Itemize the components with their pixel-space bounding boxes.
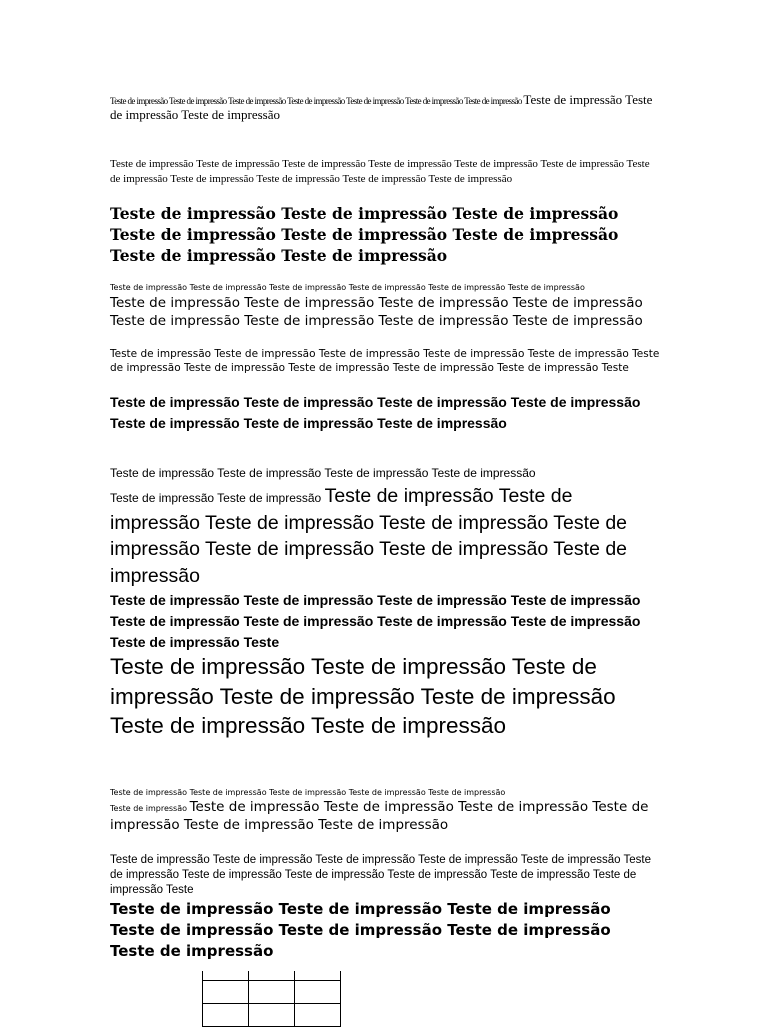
paragraph-11: Teste de impressão Teste de impressão Teste de impressão Teste de impressão Teste de impressão Teste de impressão Teste de impressão	[110, 654, 616, 738]
table-cell	[295, 1004, 341, 1027]
table-row	[203, 971, 341, 981]
table-cell	[295, 981, 341, 1004]
text-run: Teste de impressão Teste de impressão	[110, 491, 322, 505]
paragraph-13	[110, 799, 660, 835]
paragraph-2: Teste de impressão Teste de impressão Teste de impressão Teste de impressão Teste de impressão Teste de impressão Teste de impressão Teste de impressão Teste de impressão Teste de impressão Teste de impressão	[110, 158, 650, 185]
paragraph-7: Teste de impressão Teste de impressão Teste de impressão Teste de impressão Teste de impressão Teste de impressão Teste de impressão	[110, 394, 641, 431]
text-run-large: Teste de impressão Teste de impressão Teste de impressão Teste de impressão Teste de impressão Teste de impressão	[110, 799, 649, 833]
table-cell	[203, 971, 249, 981]
grid-table	[202, 971, 341, 1027]
paragraph-5: Teste de impressão Teste de impressão Teste de impressão Teste de impressão Teste de impressão Teste de impressão Teste de impressão Teste de impressão	[110, 295, 643, 329]
paragraph-9	[110, 484, 660, 590]
table-cell	[249, 971, 295, 981]
text-run-large: Teste de impressão Teste de impressão Teste de impressão Teste de impressão Teste de impressão Teste de impressão Teste de impressão Teste de impressão	[110, 485, 628, 587]
table-cell	[203, 1004, 249, 1027]
paragraph-1	[110, 93, 660, 123]
text-run: Teste de impressão	[110, 804, 188, 813]
paragraph-14: Teste de impressão Teste de impressão Teste de impressão Teste de impressão Teste de impressão Teste de impressão Teste de impressão Teste de impressão Teste de impressão Teste de impressão Teste de impressão Teste	[110, 854, 651, 896]
text-run-large: Teste de impressão Teste de impressão Teste de impressão	[110, 92, 653, 122]
table-cell	[295, 971, 341, 981]
text-run: Teste de impressão Teste de impressão Teste de impressão Teste de impressão Teste de impressão Teste de impressão Teste de impressão	[110, 96, 522, 106]
paragraph-6: Teste de impressão Teste de impressão Teste de impressão Teste de impressão Teste de impressão Teste de impressão Teste de impressão Teste de impressão Teste de impressão Teste de impressão Teste	[110, 348, 660, 374]
paragraph-10: Teste de impressão Teste de impressão Teste de impressão Teste de impressão Teste de impressão Teste de impressão Teste de impressão Teste de impressão Teste de impressão Teste	[110, 592, 641, 650]
paragraph-3: Teste de impressão Teste de impressão Teste de impressão Teste de impressão Teste de impressão Teste de impressão Teste de impressão Teste de impressão	[110, 204, 619, 265]
table-row	[203, 981, 341, 1004]
table-cell	[203, 981, 249, 1004]
paragraph-4: Teste de impressão Teste de impressão Teste de impressão Teste de impressão Teste de impressão Teste de impressão	[110, 283, 585, 292]
table-cell	[249, 1004, 295, 1027]
table-cell	[249, 981, 295, 1004]
paragraph-15: Teste de impressão Teste de impressão Teste de impressão Teste de impressão Teste de impressão Teste de impressão Teste de impressão	[110, 900, 611, 960]
table-row	[203, 1004, 341, 1027]
paragraph-8: Teste de impressão Teste de impressão Teste de impressão Teste de impressão	[110, 466, 536, 480]
paragraph-12: Teste de impressão Teste de impressão Teste de impressão Teste de impressão Teste de impressão	[110, 788, 506, 797]
